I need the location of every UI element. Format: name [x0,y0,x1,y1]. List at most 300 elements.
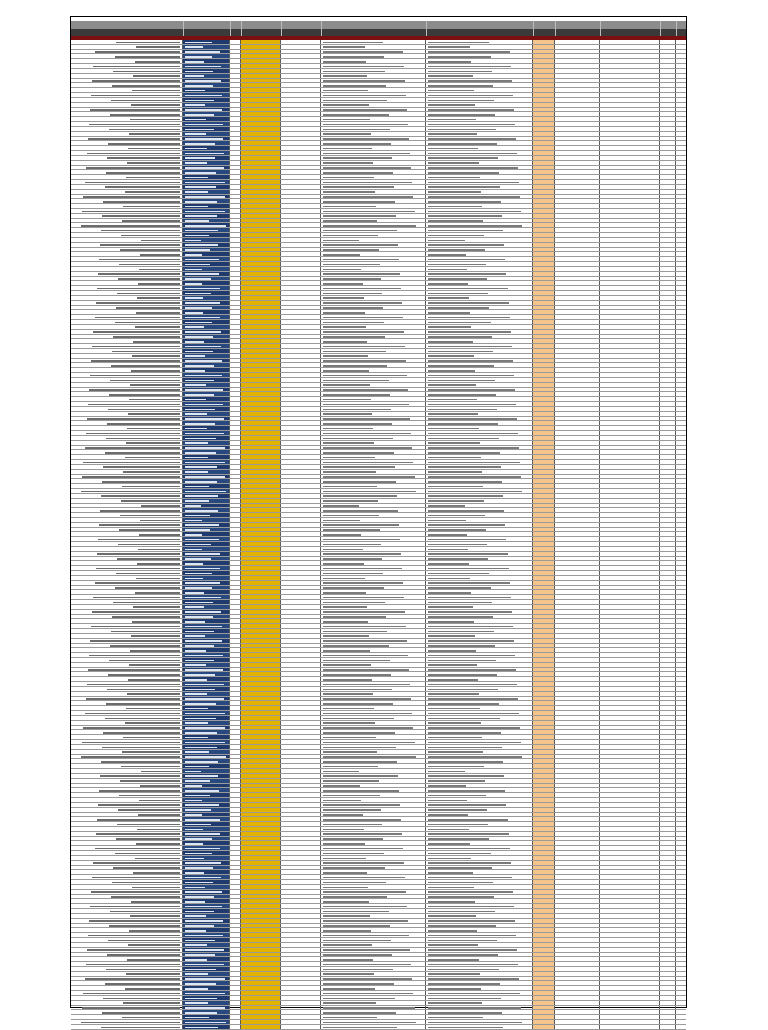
extra-cell [600,151,660,155]
gap-cell [230,281,241,285]
illegible-text-mark [185,848,220,850]
orange-highlight-cell [533,532,555,536]
illegible-text-mark [323,389,408,391]
orange-highlight-cell [533,475,555,479]
gold-highlight-cell [241,991,281,995]
extra-cell [660,151,676,155]
blank-cell [281,248,321,252]
extra-cell [660,228,676,232]
blue-name-cell [183,378,230,382]
extra-cell [676,397,688,401]
extra-cell [555,272,600,276]
illegible-text-mark [185,606,204,608]
illegible-text-mark [323,544,381,546]
extra-cell [600,846,660,850]
header-column-divider [600,29,601,36]
info-cell [321,219,426,223]
address-cell [426,552,533,556]
extra-cell [676,996,688,1000]
info-cell [321,870,426,874]
illegible-text-mark [323,351,386,353]
orange-highlight-cell [533,537,555,541]
extra-cell [600,953,660,957]
extra-cell [600,759,660,763]
illegible-text-mark [428,539,506,541]
row-label-cell [71,93,183,97]
extra-cell [676,909,688,913]
info-cell [321,108,426,112]
extra-cell [660,499,676,503]
gold-highlight-cell [241,532,281,536]
gap-cell [230,827,241,831]
illegible-text-mark [428,606,473,608]
extra-cell [600,325,660,329]
blank-cell [281,262,321,266]
gold-highlight-cell [241,446,281,450]
illegible-text-mark [428,635,475,637]
gap-cell [230,615,241,619]
blue-name-cell [183,904,230,908]
illegible-text-mark [130,119,180,121]
orange-highlight-cell [533,928,555,932]
orange-highlight-cell [533,195,555,199]
extra-cell [676,504,688,508]
info-cell [321,687,426,691]
extra-cell [600,914,660,918]
extra-cell [660,103,676,107]
row-label-cell [71,141,183,145]
extra-cell [676,267,688,271]
gap-cell [230,672,241,676]
illegible-text-mark [323,713,412,715]
illegible-text-mark [126,177,180,179]
extra-cell [660,252,676,256]
blank-cell [281,861,321,865]
info-cell [321,595,426,599]
gold-highlight-cell [241,460,281,464]
extra-cell [676,446,688,450]
gold-highlight-cell [241,788,281,792]
extra-cell [660,586,676,590]
info-cell [321,402,426,406]
address-cell [426,166,533,170]
extra-cell [676,528,688,532]
illegible-text-mark [428,800,467,802]
extra-cell [600,740,660,744]
illegible-text-mark [111,365,180,367]
address-cell [426,363,533,367]
info-cell [321,112,426,116]
row-label-cell [71,209,183,213]
extra-cell [676,837,688,841]
extra-cell [555,146,600,150]
gold-highlight-cell [241,735,281,739]
gold-highlight-cell [241,363,281,367]
row-label-cell [71,330,183,334]
row-label-cell [71,383,183,387]
blank-cell [281,856,321,860]
orange-highlight-cell [533,363,555,367]
address-cell [426,817,533,821]
address-cell [426,267,533,271]
address-cell [426,494,533,498]
row-label-cell [71,595,183,599]
illegible-text-mark [82,211,180,213]
blue-name-cell [183,103,230,107]
extra-cell [660,335,676,339]
extra-cell [660,701,676,705]
extra-cell [555,166,600,170]
gold-highlight-cell [241,914,281,918]
illegible-text-mark [323,331,404,333]
gold-highlight-cell [241,740,281,744]
gold-highlight-cell [241,475,281,479]
address-cell [426,571,533,575]
orange-highlight-cell [533,899,555,903]
orange-highlight-cell [533,866,555,870]
illegible-text-mark [185,399,206,401]
illegible-text-mark [323,346,405,348]
illegible-text-mark [185,896,214,898]
blue-name-cell [183,170,230,174]
address-cell [426,523,533,527]
illegible-text-mark [129,133,180,135]
gap-cell [230,455,241,459]
blank-cell [281,378,321,382]
address-cell [426,991,533,995]
blank-cell [281,373,321,377]
info-cell [321,701,426,705]
blank-cell [281,301,321,305]
gap-cell [230,79,241,83]
extra-cell [660,677,676,681]
blank-cell [281,88,321,92]
illegible-text-mark [95,317,180,319]
row-label-cell [71,967,183,971]
orange-highlight-cell [533,310,555,314]
gap-cell [230,866,241,870]
gap-cell [230,919,241,923]
extra-cell [555,822,600,826]
address-cell [426,132,533,136]
row-label-cell [71,615,183,619]
extra-cell [555,764,600,768]
extra-cell [660,851,676,855]
address-cell [426,856,533,860]
gap-cell [230,841,241,845]
illegible-text-mark [323,891,406,893]
extra-cell [676,822,688,826]
illegible-text-mark [428,621,474,623]
blue-name-cell [183,948,230,952]
address-cell [426,996,533,1000]
extra-cell [555,677,600,681]
address-cell [426,924,533,928]
illegible-text-mark [323,602,385,604]
extra-cell [676,663,688,667]
info-cell [321,759,426,763]
blue-name-cell [183,1001,230,1005]
extra-cell [660,88,676,92]
orange-highlight-cell [533,465,555,469]
gold-highlight-cell [241,112,281,116]
blank-cell [281,822,321,826]
orange-highlight-cell [533,286,555,290]
gap-cell [230,475,241,479]
info-cell [321,827,426,831]
address-cell [426,349,533,353]
extra-cell [660,50,676,54]
illegible-text-mark [323,211,415,213]
illegible-text-mark [132,621,180,623]
gold-highlight-cell [241,421,281,425]
illegible-text-mark [185,100,214,102]
row-label-cell [71,899,183,903]
blank-cell [281,436,321,440]
blue-name-cell [183,499,230,503]
extra-cell [555,108,600,112]
extra-cell [555,407,600,411]
orange-highlight-cell [533,64,555,68]
extra-cell [660,991,676,995]
extra-cell [660,885,676,889]
gap-cell [230,885,241,889]
extra-cell [676,436,688,440]
blue-name-cell [183,262,230,266]
blank-cell [281,475,321,479]
gap-cell [230,363,241,367]
info-cell [321,730,426,734]
row-label-cell [71,166,183,170]
gap-cell [230,880,241,884]
extra-cell [676,315,688,319]
gap-cell [230,953,241,957]
extra-cell [555,40,600,44]
address-cell [426,832,533,836]
row-label-cell [71,223,183,227]
gap-cell [230,895,241,899]
gap-cell [230,499,241,503]
info-cell [321,392,426,396]
header-column-divider [676,21,677,29]
blank-cell [281,851,321,855]
row-label-cell [71,204,183,208]
illegible-text-mark [428,602,492,604]
illegible-text-mark [428,244,504,246]
extra-cell [600,513,660,517]
row-label-cell [71,252,183,256]
gap-cell [230,779,241,783]
illegible-text-mark [185,384,206,386]
info-cell [321,267,426,271]
blank-cell [281,784,321,788]
gold-highlight-cell [241,161,281,165]
gold-highlight-cell [241,899,281,903]
illegible-text-mark [185,935,223,937]
info-cell [321,904,426,908]
illegible-text-mark [136,46,180,48]
extra-cell [660,64,676,68]
blue-name-cell [183,933,230,937]
illegible-text-mark [81,491,180,493]
extra-cell [660,470,676,474]
extra-cell [555,576,600,580]
extra-cell [660,957,676,961]
extra-cell [555,779,600,783]
orange-highlight-cell [533,870,555,874]
orange-highlight-cell [533,508,555,512]
blue-name-cell [183,1020,230,1024]
extra-cell [555,74,600,78]
orange-highlight-cell [533,175,555,179]
extra-cell [600,450,660,454]
illegible-text-mark [185,336,213,338]
gap-cell [230,967,241,971]
extra-cell [600,79,660,83]
illegible-text-mark [86,167,180,169]
blue-name-cell [183,281,230,285]
illegible-text-mark [185,809,211,811]
info-cell [321,846,426,850]
orange-highlight-cell [533,344,555,348]
extra-cell [600,924,660,928]
illegible-text-mark [98,539,180,541]
gold-highlight-cell [241,1006,281,1010]
gap-cell [230,552,241,556]
blank-cell [281,581,321,585]
gap-cell [230,180,241,184]
illegible-text-mark [323,317,403,319]
extra-cell [555,581,600,585]
gap-cell [230,870,241,874]
extra-cell [600,112,660,116]
blank-cell [281,595,321,599]
blue-name-cell [183,875,230,879]
extra-cell [676,518,688,522]
gap-cell [230,83,241,87]
illegible-text-mark [87,153,180,155]
extra-cell [676,238,688,242]
orange-highlight-cell [533,967,555,971]
blank-cell [281,721,321,725]
blue-name-cell [183,919,230,923]
illegible-text-mark [121,500,180,502]
blank-cell [281,687,321,691]
extra-cell [676,566,688,570]
extra-cell [660,841,676,845]
gap-cell [230,214,241,218]
info-cell [321,552,426,556]
gap-cell [230,648,241,652]
info-cell [321,629,426,633]
gap-cell [230,252,241,256]
illegible-text-mark [138,283,180,285]
extra-cell [676,368,688,372]
gap-cell [230,69,241,73]
extra-cell [555,571,600,575]
blank-cell [281,909,321,913]
blank-cell [281,924,321,928]
orange-highlight-cell [533,281,555,285]
illegible-text-mark [323,71,385,73]
orange-highlight-cell [533,943,555,947]
extra-cell [676,1010,688,1014]
extra-cell [660,40,676,44]
illegible-text-mark [323,471,376,473]
extra-cell [676,233,688,237]
gold-highlight-cell [241,156,281,160]
blue-name-cell [183,146,230,150]
extra-cell [555,344,600,348]
extra-cell [660,223,676,227]
illegible-text-mark [185,573,212,575]
gap-cell [230,537,241,541]
info-cell [321,209,426,213]
illegible-text-mark [91,626,180,628]
gap-cell [230,899,241,903]
extra-cell [676,919,688,923]
extra-cell [676,668,688,672]
extra-cell [600,388,660,392]
header-column-divider [230,29,231,36]
gold-highlight-cell [241,624,281,628]
info-cell [321,784,426,788]
extra-cell [555,735,600,739]
extra-cell [660,494,676,498]
illegible-text-mark [428,1027,503,1029]
blue-name-cell [183,233,230,237]
illegible-text-mark [185,1022,226,1024]
illegible-text-mark [185,288,220,290]
illegible-text-mark [185,264,210,266]
blue-name-cell [183,354,230,358]
info-cell [321,330,426,334]
illegible-text-mark [428,660,496,662]
blank-cell [281,349,321,353]
illegible-text-mark [428,249,485,251]
blank-cell [281,798,321,802]
info-cell [321,581,426,585]
gold-highlight-cell [241,349,281,353]
row-label-cell [71,581,183,585]
info-cell [321,991,426,995]
blank-cell [281,817,321,821]
illegible-text-mark [323,998,395,1000]
extra-cell [600,83,660,87]
info-cell [321,339,426,343]
extra-cell [660,726,676,730]
row-label-cell [71,624,183,628]
gold-highlight-cell [241,214,281,218]
gap-cell [230,972,241,976]
info-cell [321,513,426,517]
blue-name-cell [183,764,230,768]
blue-name-cell [183,320,230,324]
gold-highlight-cell [241,108,281,112]
row-label-cell [71,919,183,923]
info-cell [321,132,426,136]
gap-cell [230,40,241,44]
extra-cell [676,644,688,648]
info-cell [321,214,426,218]
info-cell [321,769,426,773]
extra-cell [676,180,688,184]
illegible-text-mark [185,882,213,884]
extra-cell [600,957,660,961]
blank-cell [281,388,321,392]
extra-cell [600,817,660,821]
info-cell [321,378,426,382]
